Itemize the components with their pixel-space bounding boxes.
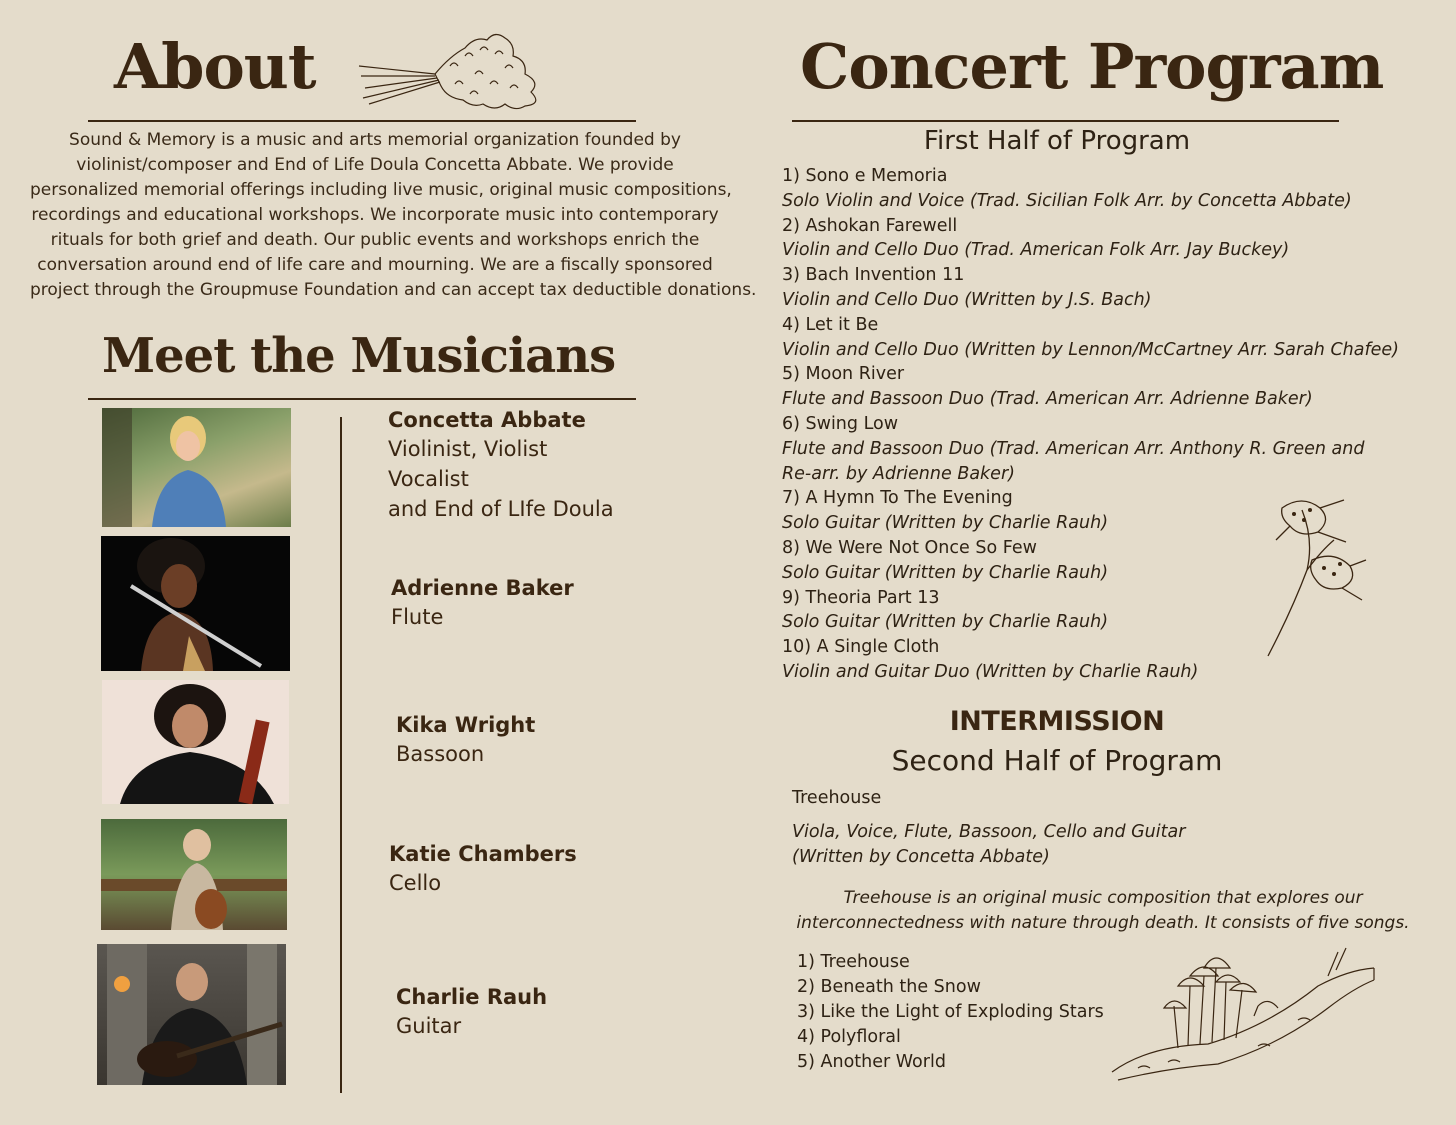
- program-item-desc: Solo Guitar (Written by Charlie Rauh): [782, 562, 1109, 583]
- program-item-title: 1) Sono e Memoria: [782, 166, 948, 186]
- musician-adrienne: [391, 576, 574, 632]
- program-item: [782, 214, 1432, 264]
- musician-photo-katie: [101, 819, 287, 930]
- musician-photo-concetta: [102, 408, 291, 527]
- about-text: [30, 128, 757, 303]
- program-item-desc: Flute and Bassoon Duo (Trad. American Arr. Adrienne Baker): [782, 389, 1313, 410]
- musician-role: Violinist, Violist: [388, 437, 548, 461]
- program-item: [782, 313, 1432, 363]
- second-half-title: Treehouse: [792, 788, 882, 808]
- musicians-divider: [88, 398, 636, 400]
- song-item: 2) Beneath the Snow: [797, 977, 981, 997]
- musicians-vertical-divider: [340, 417, 342, 1093]
- instrumentation-line: Viola, Voice, Flute, Bassoon, Cello and Guitar: [792, 822, 1186, 842]
- program-item-desc: Solo Guitar (Written by Charlie Rauh): [782, 612, 1109, 633]
- program-item-title: 3) Bach Invention 11: [782, 265, 965, 286]
- musician-kika: [396, 713, 535, 769]
- program-item-title: 5) Moon River: [782, 364, 905, 385]
- program-item: [782, 164, 1432, 214]
- mushroom-log-illustration: [1108, 946, 1380, 1086]
- second-half-instrumentation: [792, 820, 1185, 870]
- about-line: personalized memorial offerings including live music, original music compositions,: [30, 180, 732, 200]
- treehouse-description: [778, 886, 1428, 936]
- description-line: Treehouse is an original music composition that explores our: [843, 888, 1363, 908]
- first-half-heading: First Half of Program: [923, 126, 1191, 156]
- musician-role: Flute: [391, 605, 444, 629]
- musician-name: Katie Chambers: [389, 842, 577, 866]
- program-item-title: 9) Theoria Part 13: [782, 587, 940, 608]
- program-heading: Concert Program: [800, 30, 1384, 103]
- program-item-desc: Flute and Bassoon Duo (Trad. American Arr. Anthony R. Green and: [782, 438, 1365, 459]
- program-item-title: 8) We Were Not Once So Few: [782, 537, 1037, 558]
- flower-sprig-illustration: [1262, 490, 1372, 660]
- program-item-title: 2) Ashokan Farewell: [782, 215, 958, 236]
- song-item: 5) Another World: [797, 1052, 946, 1072]
- about-line: project through the Groupmuse Foundation and can accept tax deductible donations.: [30, 280, 757, 300]
- about-heading: About: [114, 30, 316, 103]
- song-item: 1) Treehouse: [797, 952, 910, 972]
- about-divider: [88, 120, 636, 122]
- song-item: 3) Like the Light of Exploding Stars: [797, 1002, 1104, 1022]
- program-item-desc: Solo Guitar (Written by Charlie Rauh): [782, 513, 1109, 534]
- musician-photo-adrienne: [101, 536, 290, 671]
- about-line: rituals for both grief and death. Our public events and workshops enrich the: [50, 230, 700, 250]
- intermission-label: INTERMISSION: [949, 706, 1165, 737]
- program-item-desc: Violin and Cello Duo (Written by Lennon/McCartney Arr. Sarah Chafee): [782, 339, 1400, 360]
- musician-role: and End of LIfe Doula: [388, 497, 614, 521]
- musician-name: Adrienne Baker: [391, 576, 574, 600]
- musician-role: Guitar: [396, 1014, 462, 1038]
- musician-photo-charlie: [97, 944, 286, 1085]
- musician-concetta: [388, 408, 614, 524]
- musician-photo-kika: [102, 680, 289, 804]
- musician-role: Bassoon: [396, 742, 485, 766]
- program-item: [782, 263, 1432, 313]
- second-half-heading: Second Half of Program: [891, 744, 1223, 777]
- program-item-title: 6) Swing Low: [782, 413, 899, 434]
- herb-bundle-illustration: [355, 26, 550, 116]
- musician-charlie: [396, 985, 547, 1041]
- musician-katie: [389, 842, 577, 898]
- description-line: interconnectedness with nature through death. It consists of five songs.: [796, 913, 1410, 933]
- musician-name: Charlie Rauh: [396, 985, 548, 1009]
- about-line: conversation around end of life care and mourning. We are a fiscally sponsored: [37, 255, 713, 275]
- instrumentation-line: (Written by Concetta Abbate): [792, 847, 1050, 867]
- song-item: 4) Polyfloral: [797, 1027, 901, 1047]
- program-item-title: 7) A Hymn To The Evening: [782, 488, 1013, 509]
- program-item-desc: Solo Violin and Voice (Trad. Sicilian Folk Arr. by Concetta Abbate): [782, 190, 1352, 211]
- musicians-heading: Meet the Musicians: [102, 328, 616, 384]
- program-divider: [792, 120, 1339, 122]
- program-item: [782, 362, 1432, 412]
- program-item-desc: Violin and Cello Duo (Written by J.S. Bach): [782, 289, 1152, 310]
- program-item-title: 4) Let it Be: [782, 314, 879, 335]
- musician-role: Cello: [389, 871, 442, 895]
- program-item-desc: Violin and Cello Duo (Trad. American Folk Arr. Jay Buckey): [782, 240, 1290, 261]
- about-line: violinist/composer and End of Life Doula Concetta Abbate. We provide: [76, 155, 674, 175]
- program-item: [782, 412, 1432, 486]
- song-list: [797, 950, 1104, 1075]
- musician-name: Concetta Abbate: [388, 408, 586, 432]
- musician-name: Kika Wright: [396, 713, 536, 737]
- program-item-desc: Re-arr. by Adrienne Baker): [782, 463, 1015, 484]
- about-line: Sound & Memory is a music and arts memorial organization founded by: [69, 130, 681, 150]
- about-line: recordings and educational workshops. We incorporate music into contemporary: [31, 205, 719, 225]
- musician-role: Vocalist: [388, 467, 469, 491]
- program-item-desc: Violin and Guitar Duo (Written by Charlie Rauh): [782, 661, 1199, 682]
- program-item-title: 10) A Single Cloth: [782, 637, 940, 658]
